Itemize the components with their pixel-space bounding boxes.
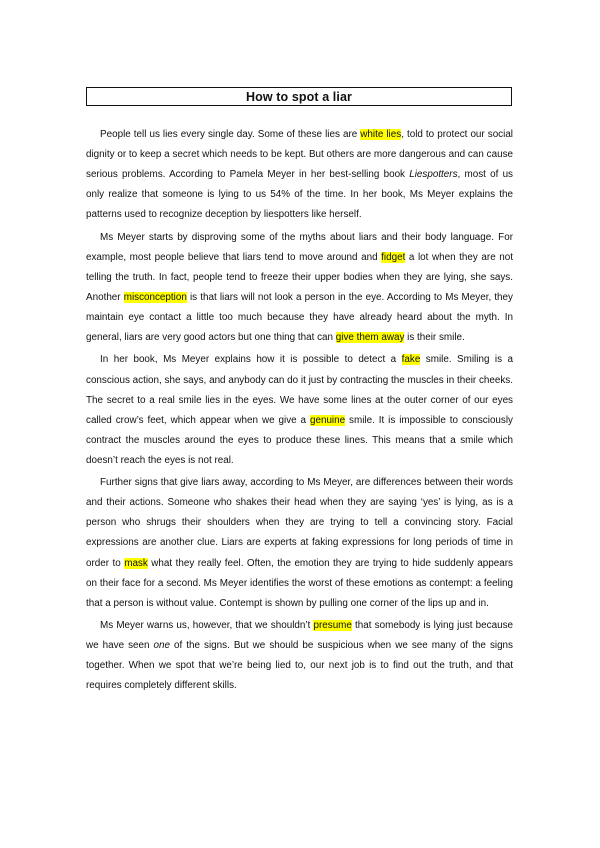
- paragraph-text: Ms Meyer warns us, however, that we shouldn’t: [100, 620, 314, 631]
- title-box: [86, 87, 512, 106]
- paragraph-text: smile. Smiling is a conscious action, she says, and anybody can do it just by contracting the muscles in their cheeks. The secret to a real smile lies in the eyes. We have some lines at the outer corner of our eyes called crow’s feet, which appear when we give a: [86, 354, 513, 426]
- paragraph: [86, 350, 513, 471]
- paragraph: [86, 616, 513, 696]
- italic-text: Liespotters: [409, 169, 458, 181]
- paragraph-text: a lot when they are not telling the truth. In fact, people tend to freeze their upper bodies when they are lying, she says. Another: [86, 251, 514, 303]
- highlighted-term: presume: [313, 620, 352, 631]
- paragraph-text: Further signs that give liars away, according to Ms Meyer, are differences between their words and their actions. Someone who shakes their head when they are saying ‘yes’ is lying, as is a person who shrugs their shoulders when they are trying to tell a convincing story. Facial expressions are another clue. Liars are experts at faking expressions for long periods of time in order to: [86, 477, 513, 569]
- paragraph-text: , most of us only realize that someone is lying to us 54% of the time. In her book, Ms Meyer explains the patterns used to recognize deception by liespotters like herself.: [86, 169, 513, 221]
- highlighted-term: misconception: [123, 291, 187, 303]
- highlighted-term: give them away: [335, 332, 405, 344]
- highlighted-term: fake: [401, 354, 421, 366]
- paragraph: [86, 228, 513, 349]
- paragraph-text: that somebody is lying just because we have seen: [86, 620, 513, 652]
- paragraph-text: People tell us lies every single day. Some of these lies are: [100, 129, 361, 140]
- paragraph-text: of the signs. But we should be suspicious when we see many of the signs together. When we spot that we’re being lied to, our next job is to find out the truth, and that requires completely different skills.: [86, 640, 513, 692]
- paragraph-text: smile. It is impossible to consciously contract the muscles around the eyes to produce these lines. This means that a smile which doesn’t reach the eyes is not real.: [86, 414, 513, 466]
- paragraph: [86, 473, 513, 614]
- paragraph-text: Ms Meyer starts by disproving some of the myths about liars and their body language. For example, most people believe that liars tend to move around and: [86, 231, 513, 263]
- article-body: [86, 125, 513, 699]
- highlighted-term: white lies: [360, 129, 402, 140]
- paragraph-text: what they really feel. Often, the emotion they are trying to hide suddenly appears on their face for a second. Ms Meyer identifies the worst of these emotions as contempt: a feeling that a person is without value. Contempt is shown by pulling one corner of the lips up and in.: [86, 557, 513, 609]
- paragraph-text: is their smile.: [404, 332, 465, 344]
- paragraph-text: , told to protect our social dignity or to keep a secret which needs to be kept. But others are more dangerous and can cause serious problems. According to Pamela Meyer in her best-selling book: [86, 129, 513, 181]
- paragraph-text: is that liars will not look a person in the eye. According to Ms Meyer, they maintain eye contact a little too much because they have already heard about the myth. In general, liars are very good actors but one thing that can: [86, 291, 513, 344]
- italic-text: one: [153, 640, 170, 652]
- paragraph: [86, 125, 513, 225]
- paragraph-text: In her book, Ms Meyer explains how it is possible to detect a: [100, 354, 402, 366]
- highlighted-term: genuine: [309, 414, 346, 426]
- highlighted-term: mask: [124, 557, 148, 569]
- highlighted-term: fidget: [381, 251, 406, 263]
- page-title: How to spot a liar: [246, 89, 352, 104]
